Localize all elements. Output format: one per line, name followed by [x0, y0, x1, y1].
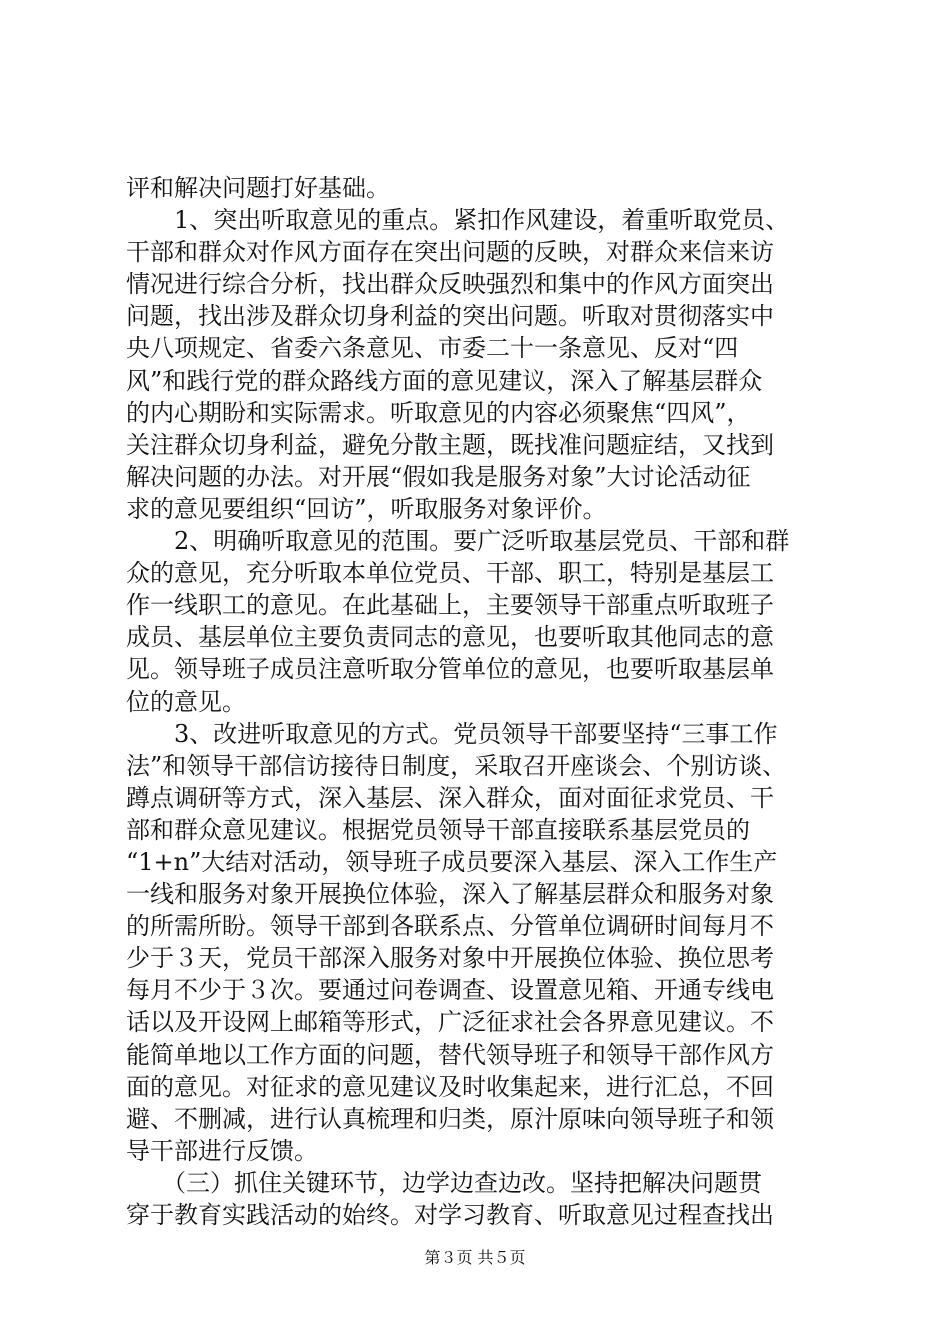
text-line: 解决问题的办法。对开展“假如我是服务对象”大讨论活动征: [126, 462, 751, 491]
text-line: 风”和践行党的群众路线方面的意见建议，深入了解基层群众: [126, 366, 763, 395]
text-line: 作一线职工的意见。在此基础上，主要领导干部重点听取班子: [126, 591, 774, 620]
text-line: 1、突出听取意见的重点。紧扣作风建设，着重听取党员、: [126, 206, 790, 235]
text-line: 成员、基层单位主要负责同志的意见，也要听取其他同志的意: [126, 623, 774, 652]
text-line: 导干部进行反馈。: [126, 1136, 318, 1165]
text-line: 评和解决问题打好基础。: [126, 174, 390, 202]
text-line: 求的意见要组织“回访”，听取服务对象评价。: [126, 494, 607, 523]
text-line: （三）抓住关键环节，边学边查边改。坚持把解决问题贯: [126, 1168, 762, 1197]
text-line: 问题，找出涉及群众切身利益的突出问题。听取对贯彻落实中: [126, 302, 774, 331]
text-line: 话以及开设网上邮箱等形式，广泛征求社会各界意见建议。不: [126, 1008, 774, 1037]
text-line: 蹲点调研等方式，深入基层、深入群众，面对面征求党员、干: [126, 783, 774, 812]
text-line: 穿于教育实践活动的始终。对学习教育、听取意见过程查找出: [126, 1201, 774, 1229]
text-line: 部和群众意见建议。根据党员领导干部直接联系基层党员的: [126, 815, 750, 844]
text-line: 的所需所盼。领导干部到各联系点、分管单位调研时间每月不: [126, 912, 774, 941]
text-line: 避、不删减，进行认真梳理和归类，原汁原味向领导班子和领: [126, 1104, 774, 1133]
text-line: “1+n”大结对活动，领导班子成员要深入基层、深入工作生产: [126, 847, 778, 876]
text-line: 位的意见。: [126, 687, 246, 716]
page-footer: 第３页 共５页: [424, 1248, 526, 1267]
text-line: 关注群众切身利益，避免分散主题，既找准问题症结，又找到: [126, 430, 774, 459]
text-line: 干部和群众对作风方面存在突出问题的反映，对群众来信来访: [126, 238, 774, 267]
text-line: 3、改进听取意见的方式。党员领导干部要坚持“三事工作: [126, 719, 778, 748]
text-line: 情况进行综合分析，找出群众反映强烈和集中的作风方面突出: [126, 270, 774, 299]
text-line: 面的意见。对征求的意见建议及时收集起来，进行汇总，不回: [126, 1072, 774, 1101]
document-body: [126, 172, 826, 1231]
text-line: 见。领导班子成员注意听取分管单位的意见，也要听取基层单: [126, 655, 774, 684]
text-line: 2、明确听取意见的范围。要广泛听取基层党员、干部和群: [126, 527, 790, 556]
text-line: 众的意见，充分听取本单位党员、干部、职工，特别是基层工: [126, 559, 774, 588]
text-line: 少于３天，党员干部深入服务对象中开展换位体验、换位思考: [126, 944, 774, 973]
text-line: 的内心期盼和实际需求。听取意见的内容必须聚焦“四风”，: [126, 398, 751, 427]
text-line: 能简单地以工作方面的问题，替代领导班子和领导干部作风方: [126, 1040, 774, 1069]
text-line: 每月不少于３次。要通过问卷调查、设置意见箱、开通专线电: [126, 976, 774, 1005]
text-line: 法”和领导干部信访接待日制度，采取召开座谈会、个别访谈、: [126, 751, 787, 780]
text-line: 央八项规定、省委六条意见、市委二十一条意见、反对“四: [126, 334, 739, 363]
text-line: 一线和服务对象开展换位体验，深入了解基层群众和服务对象: [126, 880, 774, 909]
